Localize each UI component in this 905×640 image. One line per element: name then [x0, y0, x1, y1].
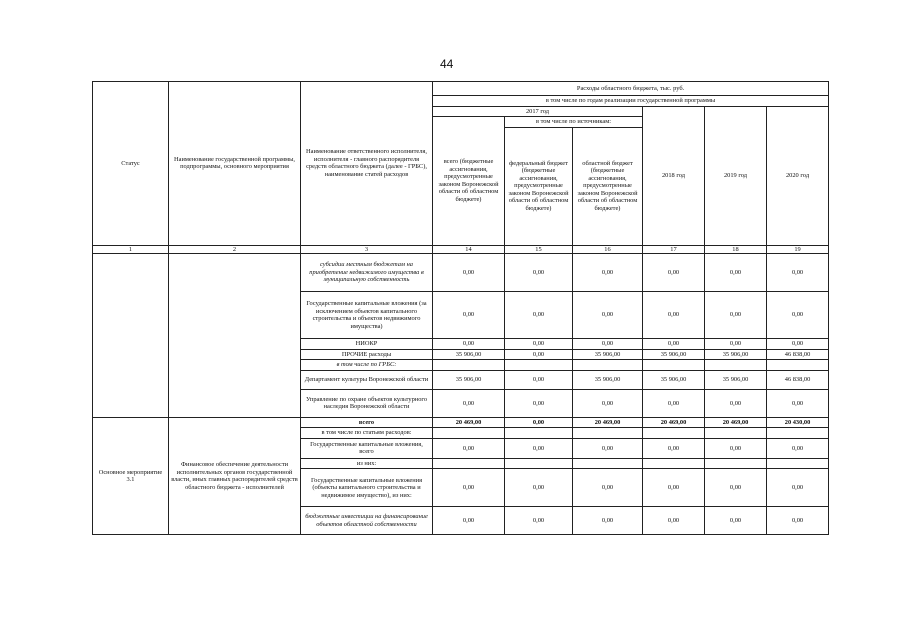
- program-name-cell: Финансовое обеспечение деятельности исполнительных органов государственной власти, иных главных распорядителей средств областного бюджета - исполнителей: [169, 417, 301, 535]
- header-program: Наименование государственной программы, подпрограммы, основного мероприятия: [169, 82, 301, 246]
- budget-table: [92, 81, 829, 535]
- value-cell: 0,00: [767, 438, 829, 458]
- value-cell: [433, 360, 505, 371]
- value-cell: [573, 458, 643, 469]
- value-cell: 35 906,00: [573, 349, 643, 360]
- value-cell: [505, 428, 573, 439]
- header-year-2017: 2017 год: [433, 106, 643, 117]
- value-cell: 0,00: [505, 438, 573, 458]
- value-cell: [705, 458, 767, 469]
- header-total: всего (бюджетные ассигнования, предусмотренные законом Воронежской области об областном бюджете): [433, 117, 505, 246]
- value-cell: 0,00: [573, 292, 643, 339]
- value-cell: 0,00: [643, 254, 705, 292]
- column-number: 14: [433, 245, 505, 254]
- row-label: субсидии местным бюджетам на приобретение недвижимого имущества в муниципальную собственность: [301, 254, 433, 292]
- header-by-sources: в том числе по источникам:: [505, 117, 643, 128]
- value-cell: 0,00: [573, 507, 643, 535]
- value-cell: [643, 360, 705, 371]
- row-label: бюджетные инвестиции на финансирование объектов областной собственности: [301, 507, 433, 535]
- value-cell: 0,00: [643, 339, 705, 350]
- column-numbers-row: [93, 245, 829, 254]
- column-number: 17: [643, 245, 705, 254]
- value-cell: [505, 360, 573, 371]
- row-label: в том числе по статьям расходов:: [301, 428, 433, 439]
- row-label: в том числе по ГРБС:: [301, 360, 433, 371]
- value-cell: 0,00: [643, 438, 705, 458]
- value-cell: 0,00: [705, 292, 767, 339]
- value-cell: 0,00: [643, 469, 705, 507]
- table-row: [93, 417, 829, 428]
- value-cell: 35 906,00: [705, 349, 767, 360]
- header-year-2019: 2019 год: [705, 106, 767, 245]
- header-year-2018: 2018 год: [643, 106, 705, 245]
- value-cell: 0,00: [767, 254, 829, 292]
- header-by-years: в том числе по годам реализации государственной программы: [433, 96, 829, 107]
- value-cell: [767, 428, 829, 439]
- value-cell: 0,00: [433, 292, 505, 339]
- value-cell: [643, 458, 705, 469]
- table-row: [93, 254, 829, 292]
- value-cell: 20 469,00: [433, 417, 505, 428]
- column-number: 19: [767, 245, 829, 254]
- value-cell: 0,00: [767, 292, 829, 339]
- value-cell: 0,00: [433, 438, 505, 458]
- value-cell: 0,00: [505, 292, 573, 339]
- value-cell: [705, 360, 767, 371]
- value-cell: [767, 360, 829, 371]
- value-cell: 0,00: [505, 339, 573, 350]
- value-cell: 0,00: [767, 389, 829, 417]
- value-cell: 35 906,00: [433, 349, 505, 360]
- header-federal: федеральный бюджет (бюджетные ассигнования, предусмотренные законом Воронежской области об областном бюджете): [505, 127, 573, 245]
- value-cell: 0,00: [767, 339, 829, 350]
- value-cell: 35 906,00: [643, 370, 705, 389]
- value-cell: 0,00: [705, 507, 767, 535]
- value-cell: 0,00: [705, 469, 767, 507]
- value-cell: 0,00: [767, 507, 829, 535]
- header-executor: Наименование ответственного исполнителя, исполнителя - главного распорядителя средств областного бюджета (далее - ГРБС), наименование статей расходов: [301, 82, 433, 246]
- value-cell: 0,00: [505, 417, 573, 428]
- header-status: Статус: [93, 82, 169, 246]
- value-cell: 0,00: [433, 469, 505, 507]
- value-cell: [643, 428, 705, 439]
- row-label: всего: [301, 417, 433, 428]
- value-cell: [433, 428, 505, 439]
- header-regional: областной бюджет (бюджетные ассигнования, предусмотренные законом Воронежской области об областном бюджете): [573, 127, 643, 245]
- column-number: 1: [93, 245, 169, 254]
- value-cell: 0,00: [705, 438, 767, 458]
- program-cell-empty: [169, 254, 301, 418]
- value-cell: 46 838,00: [767, 370, 829, 389]
- value-cell: [505, 458, 573, 469]
- value-cell: 0,00: [505, 349, 573, 360]
- value-cell: 0,00: [433, 254, 505, 292]
- value-cell: 0,00: [643, 507, 705, 535]
- row-label: Государственные капитальные вложения (объекты капитального строительства и недвижимое имущество), из них:: [301, 469, 433, 507]
- value-cell: 20 469,00: [643, 417, 705, 428]
- value-cell: 20 430,00: [767, 417, 829, 428]
- value-cell: 35 906,00: [433, 370, 505, 389]
- value-cell: 0,00: [573, 339, 643, 350]
- value-cell: [573, 428, 643, 439]
- row-label: Управление по охране объектов культурного наследия Воронежской области: [301, 389, 433, 417]
- status-cell: Основное мероприятие 3.1: [93, 417, 169, 535]
- value-cell: 35 906,00: [573, 370, 643, 389]
- value-cell: 0,00: [505, 469, 573, 507]
- column-number: 3: [301, 245, 433, 254]
- value-cell: 0,00: [505, 389, 573, 417]
- row-label: ПРОЧИЕ расходы: [301, 349, 433, 360]
- column-number: 16: [573, 245, 643, 254]
- value-cell: 0,00: [573, 438, 643, 458]
- value-cell: 0,00: [505, 507, 573, 535]
- value-cell: 35 906,00: [643, 349, 705, 360]
- value-cell: 0,00: [573, 254, 643, 292]
- page-number: 44: [440, 57, 454, 71]
- column-number: 18: [705, 245, 767, 254]
- value-cell: [767, 458, 829, 469]
- value-cell: 0,00: [505, 370, 573, 389]
- row-label: из них:: [301, 458, 433, 469]
- row-label: Департамент культуры Воронежской области: [301, 370, 433, 389]
- value-cell: 0,00: [433, 339, 505, 350]
- value-cell: [433, 458, 505, 469]
- row-label: Государственные капитальные вложения (за исключением объектов капитального строительства и объектов недвижимого имущества): [301, 292, 433, 339]
- value-cell: 35 906,00: [705, 370, 767, 389]
- value-cell: 0,00: [705, 389, 767, 417]
- value-cell: [573, 360, 643, 371]
- value-cell: 46 838,00: [767, 349, 829, 360]
- value-cell: 0,00: [767, 469, 829, 507]
- value-cell: [705, 428, 767, 439]
- column-number: 2: [169, 245, 301, 254]
- value-cell: 0,00: [643, 389, 705, 417]
- value-cell: 0,00: [433, 507, 505, 535]
- value-cell: 0,00: [643, 292, 705, 339]
- value-cell: 0,00: [505, 254, 573, 292]
- row-label: НИОКР: [301, 339, 433, 350]
- value-cell: 0,00: [573, 389, 643, 417]
- value-cell: 20 469,00: [573, 417, 643, 428]
- value-cell: 0,00: [705, 254, 767, 292]
- value-cell: 0,00: [705, 339, 767, 350]
- value-cell: 0,00: [573, 469, 643, 507]
- value-cell: 0,00: [433, 389, 505, 417]
- row-label: Государственные капитальные вложения, всего: [301, 438, 433, 458]
- column-number: 15: [505, 245, 573, 254]
- header-year-2020: 2020 год: [767, 106, 829, 245]
- value-cell: 20 469,00: [705, 417, 767, 428]
- header-expenses-title: Расходы областного бюджета, тыс. руб.: [433, 82, 829, 96]
- status-cell-empty: [93, 254, 169, 418]
